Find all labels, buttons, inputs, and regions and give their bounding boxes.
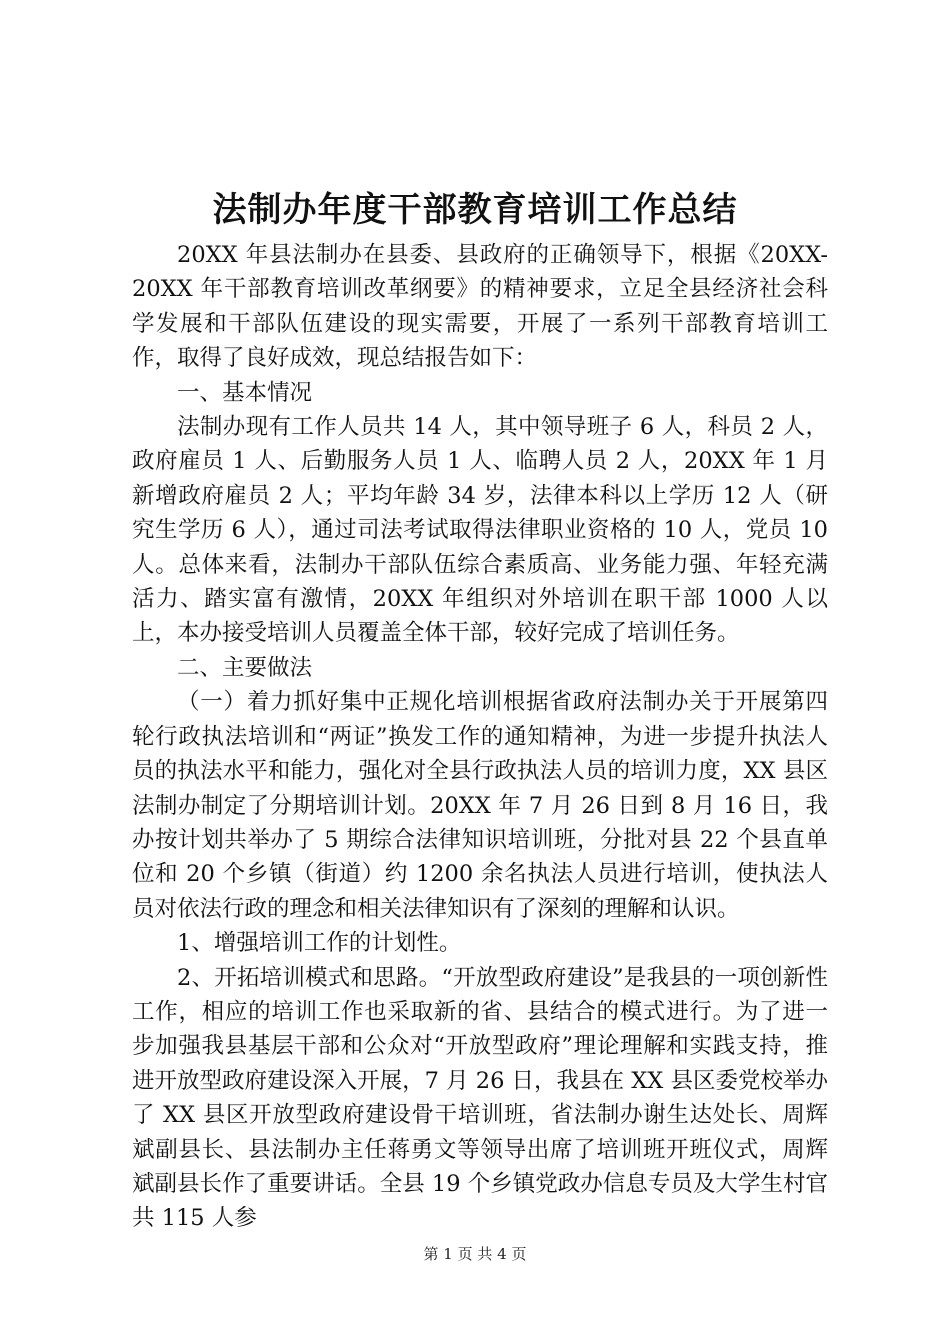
planning-item: 1、增强培训工作的计划性。 <box>177 930 462 957</box>
basic-situation-paragraph: 法制办现有工作人员共 14 人，其中领导班子 6 人，科员 2 人，政府雇员 1 人、后勤服务人员 1 人、临聘人员 2 人，20XX 年 1 月新增政府雇员 2 人；平均年龄 34 岁，法律本科以上学历 12 人（研究生学历 6 人），通过司法考试取得法律职业资格的 10 人，党员 10 人。总体来看，法制办干部队伍综合素质高、业务能力强、年轻充满活力、踏实富有激情，20XX 年组织对外培训在职干部 1000 人以上，本办接受培训人员覆盖全体干部，较好完成了培训任务。 <box>132 414 828 647</box>
training-paragraph: （一）着力抓好集中正规化培训根据省政府法制办关于开展第四轮行政执法培训和“两证”换发工作的通知精神，为进一步提升执法人员的执法水平和能力，强化对全县行政执法人员的培训力度，XX 县区法制办制定了分期培训计划。20XX 年 7 月 26 日到 8 月 16 日，我办按计划共举办了 5 期综合法律知识培训班，分批对县 22 个县直单位和 20 个乡镇（街道）约 1200 余名执法人员进行培训，使执法人员对依法行政的理念和相关法律知识有了深刻的理解和认识。 <box>132 689 828 922</box>
section-heading-basic: 一、基本情况 <box>177 379 313 406</box>
intro-paragraph: 20XX 年县法制办在县委、县政府的正确领导下，根据《20XX-20XX 年干部教育培训改革纲要》的精神要求，立足全县经济社会科学发展和干部队伍建设的现实需要，开展了一系列干部教育培训工作，取得了良好成效，现总结报告如下： <box>132 242 828 372</box>
model-item-paragraph: 2、开拓培训模式和思路。“开放型政府建设”是我县的一项创新性工作，相应的培训工作也采取新的省、县结合的模式进行。为了进一步加强我县基层干部和公众对“开放型政府”理论理解和实践支持，推进开放型政府建设深入开展，7 月 26 日，我县在 XX 县区委党校举办了 XX 县区开放型政府建设骨干培训班，省法制办谢生达处长、周辉斌副县长、县法制办主任蒋勇文等领导出席了培训班开班仪式，周辉斌副县长作了重要讲话。全县 19 个乡镇党政办信息专员及大学生村官共 115 人参 <box>132 964 828 1232</box>
section-heading-methods: 二、主要做法 <box>177 654 313 681</box>
document-body <box>132 238 828 1236</box>
page-footer: 第 1 页 共 4 页 <box>423 1245 527 1263</box>
document-title: 法制办年度干部教育培训工作总结 <box>212 190 738 230</box>
